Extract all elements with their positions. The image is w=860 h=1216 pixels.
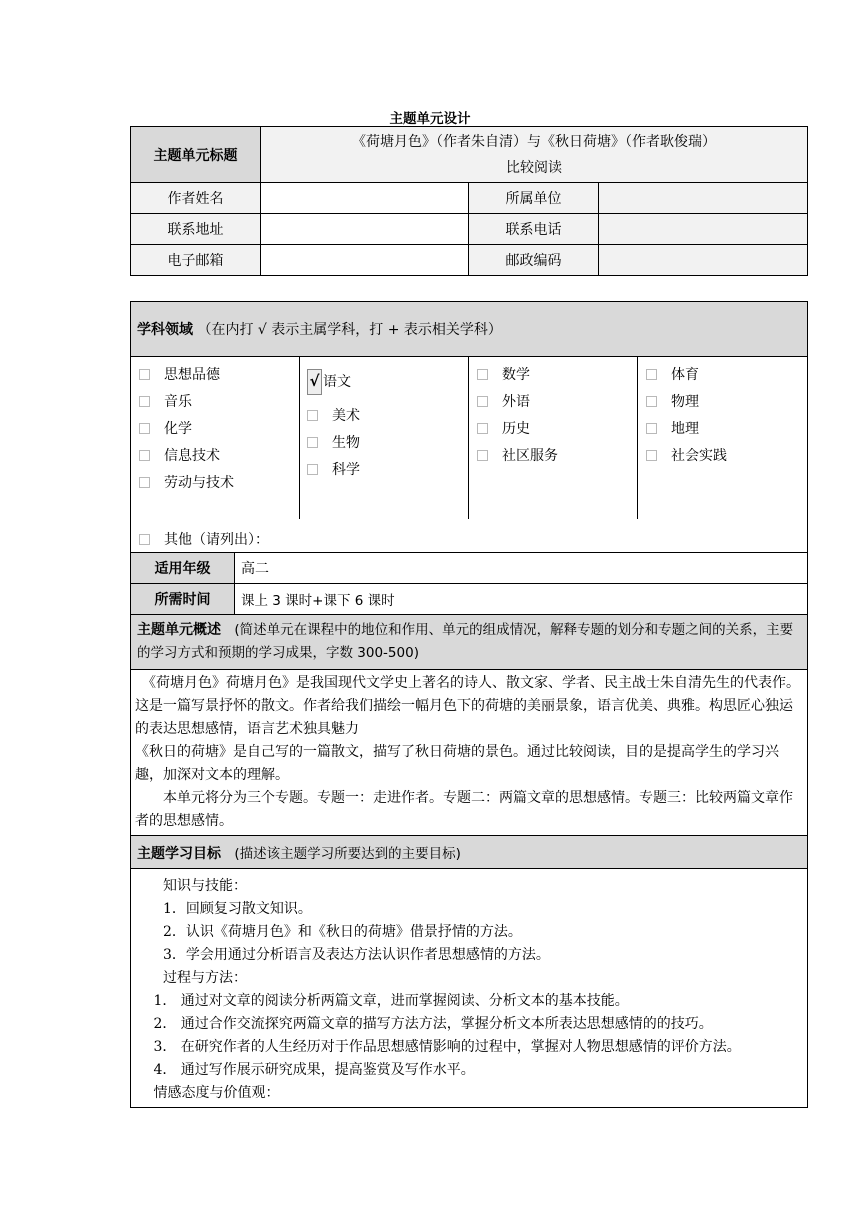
goals-note: (描述该主题学习所要达到的主要目标) [234,845,461,862]
author-name-label: 作者姓名 [131,183,261,214]
checkbox-icon[interactable] [477,423,488,434]
subject-option[interactable]: 外语 [477,393,558,420]
subject-option-chinese[interactable] [307,369,360,407]
checkbox-icon[interactable] [307,437,318,448]
unit-title-value[interactable] [261,127,808,183]
address-label: 联系地址 [131,214,261,245]
checkbox-icon[interactable] [139,423,150,434]
checkbox-icon[interactable] [646,396,657,407]
subject-option[interactable]: 思想品德 [139,366,234,393]
subject-domain-note: （在内打 √ 表示主属学科，打 + 表示相关学科） [197,322,502,338]
checkbox-icon[interactable] [139,450,150,461]
checkbox-icon[interactable] [139,369,150,380]
checkbox-icon[interactable] [139,534,150,545]
subject-option[interactable]: 体育 [646,366,727,393]
postcode-field[interactable] [599,245,808,276]
address-field[interactable] [261,214,469,245]
subject-option-label: 语文 [323,374,351,390]
checkbox-icon[interactable] [646,423,657,434]
checkbox-icon[interactable] [477,369,488,380]
goals-line: 2． 通过合作交流探究两篇文章的描写方法方法，掌握分析文本所表达思想感情的的技巧。 [135,1016,713,1032]
goals-line: 情感态度与价值观： [135,1085,280,1101]
subject-option[interactable]: 数学 [477,366,558,393]
goals-line: 3． 在研究作者的人生经历对于作品思想感情影响的过程中，掌握对人物思想感情的评价方法。 [135,1039,741,1055]
affiliation-label: 所属单位 [469,183,599,214]
checkbox-icon[interactable] [477,450,488,461]
checkbox-icon[interactable] [139,477,150,488]
overview-note: (简述单元在课程中的地位和作用、单元的组成情况，解释专题的划分和专题之间的关系，主要的学习方式和预期的学习成果，字数 300-500) [137,622,794,661]
phone-field[interactable] [599,214,808,245]
overview-body[interactable] [131,670,808,836]
subject-option[interactable]: 社会实践 [646,447,727,474]
unit-title-line2: 比较阅读 [506,159,563,176]
subject-column-4 [646,366,727,474]
goals-line: 4． 通过写作展示研究成果，提高鉴赏及写作水平。 [135,1062,475,1078]
goals-line: 1．回顾复习散文知识。 [135,901,312,917]
email-field[interactable] [261,245,469,276]
subject-option-other[interactable]: 其他（请列出）： [139,529,269,549]
goals-line: 1． 通过对文章的阅读分析两篇文章，进而掌握阅读、分析文本的基本技能。 [135,993,629,1009]
overview-header [131,615,808,670]
author-name-field[interactable] [261,183,469,214]
subject-option[interactable]: 化学 [139,420,234,447]
subject-option[interactable]: 地理 [646,420,727,447]
goals-title: 主题学习目标 [137,845,221,862]
overview-title: 主题单元概述 [137,622,221,638]
goals-line: 知识与技能： [135,878,247,894]
unit-title-line1: 《荷塘月色》（作者朱自清）与《秋日荷塘》（作者耿俊瑞） [352,133,717,150]
subject-checkbox-area [131,357,808,553]
subject-option[interactable]: 历史 [477,420,558,447]
subject-option[interactable]: 信息技术 [139,447,234,474]
goals-line: 2．认识《荷塘月色》和《秋日的荷塘》借景抒情的方法。 [135,924,522,940]
checkbox-icon[interactable] [139,396,150,407]
grade-value[interactable]: 高二 [235,553,808,584]
affiliation-field[interactable] [599,183,808,214]
unit-info-table [130,126,808,276]
subject-column-1 [139,366,234,501]
time-label: 所需时间 [131,584,235,615]
overview-paragraph: 《秋日的荷塘》是自己写的一篇散文，描写了秋日荷塘的景色。通过比较阅读，目的是提高学生的学习兴趣，加深对文本的理解。 [135,744,779,783]
phone-label: 联系电话 [469,214,599,245]
checkbox-icon[interactable] [646,369,657,380]
checkbox-icon[interactable] [307,410,318,421]
goals-header [131,836,808,869]
postcode-label: 邮政编码 [469,245,599,276]
subject-column-2 [307,369,360,488]
subject-option[interactable]: 生物 [307,434,360,461]
subject-domain-title: 学科领域 [137,322,193,338]
checkmark-icon[interactable]: √ [307,369,322,395]
checkbox-icon[interactable] [477,396,488,407]
goals-body[interactable] [131,869,808,1108]
subject-option[interactable]: 美术 [307,407,360,434]
goals-line: 3．学会用通过分析语言及表达方法认识作者思想感情的方法。 [135,947,550,963]
unit-design-table [130,301,808,1108]
grade-label: 适用年级 [131,553,235,584]
overview-paragraph: 本单元将分为三个专题。专题一：走进作者。专题二：两篇文章的思想感情。专题三：比较两篇文章作者的思想感情。 [135,790,793,829]
subject-option[interactable]: 音乐 [139,393,234,420]
time-value[interactable]: 课上 3 课时+课下 6 课时 [235,584,808,615]
subject-column-3 [477,366,558,474]
document-title: 主题单元设计 [389,111,471,127]
subject-option[interactable]: 社区服务 [477,447,558,474]
subject-option[interactable]: 科学 [307,461,360,488]
overview-paragraph: 《荷塘月色》荷塘月色》是我国现代文学史上著名的诗人、散文家、学者、民主战士朱自清先生的代表作。这是一篇写景抒怀的散文。作者给我们描绘一幅月色下的荷塘的美丽景象，语言优美、典雅。构思匠心独运的表达思想感情，语言艺术独具魅力 [135,675,800,737]
checkbox-icon[interactable] [307,464,318,475]
subject-option[interactable]: 劳动与技术 [139,474,234,501]
email-label: 电子邮箱 [131,245,261,276]
subject-option[interactable]: 物理 [646,393,727,420]
goals-line: 过程与方法： [135,970,247,986]
subject-domain-header [131,302,808,357]
unit-title-label: 主题单元标题 [131,127,261,183]
checkbox-icon[interactable] [646,450,657,461]
